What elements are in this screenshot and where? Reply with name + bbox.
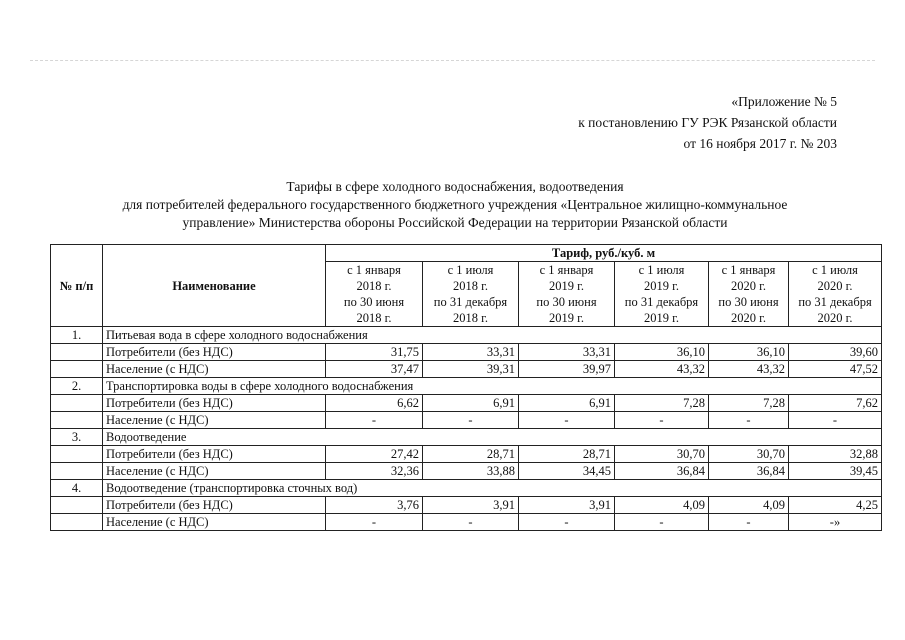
tariff-value-cell: 30,70 (709, 446, 789, 463)
title-line-1: Тарифы в сфере холодного водоснабжения, водоотведения (286, 179, 624, 194)
document-title (45, 178, 865, 232)
tariff-value-cell: 3,76 (326, 497, 423, 514)
table-row (51, 446, 882, 463)
period-header (326, 262, 423, 327)
row-label: Население (с НДС) (103, 412, 326, 429)
section-name: Питьевая вода в сфере холодного водоснабжения (103, 327, 882, 344)
tariff-value-cell: 3,91 (423, 497, 519, 514)
period-header-line: по 30 июня (718, 295, 779, 309)
period-header-line: по 30 июня (536, 295, 597, 309)
tariff-value-cell: 7,28 (709, 395, 789, 412)
tariff-value-cell: - (519, 412, 615, 429)
period-header-line: с 1 января (539, 263, 594, 277)
period-header-line: по 31 декабря (624, 295, 699, 309)
table-row (51, 514, 882, 531)
section-name: Водоотведение (103, 429, 882, 446)
period-header-line: 2019 г. (644, 311, 679, 325)
tariff-value-cell: 39,60 (789, 344, 882, 361)
section-number: 1. (51, 327, 103, 344)
empty-cell (51, 344, 103, 361)
period-header-line: 2018 г. (453, 311, 488, 325)
tariff-value-cell: 39,31 (423, 361, 519, 378)
row-label: Население (с НДС) (103, 514, 326, 531)
title-line-3: управление» Министерства обороны Российской Федерации на территории Рязанской области (182, 215, 728, 230)
annex-line-3: от 16 ноября 2017 г. № 203 (683, 136, 837, 151)
tariff-value-cell: 6,91 (423, 395, 519, 412)
period-header-line: с 1 января (721, 263, 776, 277)
tariff-value-cell: - (519, 514, 615, 531)
table-row (51, 361, 882, 378)
tariff-value-cell: 4,09 (615, 497, 709, 514)
tariff-value-cell: 7,62 (789, 395, 882, 412)
period-header-line: 2020 г. (817, 311, 853, 325)
period-header-line: по 30 июня (343, 295, 405, 309)
period-header-line: 2018 г. (356, 311, 392, 325)
empty-cell (51, 412, 103, 429)
empty-cell (51, 463, 103, 480)
period-header (615, 262, 709, 327)
section-row (51, 480, 882, 497)
period-header-line: с 1 июля (447, 263, 494, 277)
tariff-value-cell: - (423, 514, 519, 531)
row-label: Потребители (без НДС) (103, 446, 326, 463)
period-header-line: 2020 г. (817, 279, 853, 293)
tariff-value-cell: 27,42 (326, 446, 423, 463)
tariff-value-cell: 39,45 (789, 463, 882, 480)
tariff-value-cell: 47,52 (789, 361, 882, 378)
tariff-value-cell: 33,31 (519, 344, 615, 361)
column-header-number: № п/п (51, 245, 103, 327)
table-row (51, 497, 882, 514)
period-header (789, 262, 882, 327)
period-header-line: по 31 декабря (798, 295, 872, 309)
period-header-line: 2020 г. (731, 311, 766, 325)
table-row (51, 344, 882, 361)
period-header-line: 2018 г. (453, 279, 488, 293)
tariff-value-cell: - (789, 412, 882, 429)
tariff-value-cell: - (615, 412, 709, 429)
period-header-line: 2019 г. (644, 279, 679, 293)
row-label: Потребители (без НДС) (103, 344, 326, 361)
tariff-value-cell: - (423, 412, 519, 429)
section-row (51, 327, 882, 344)
tariff-value-cell: - (615, 514, 709, 531)
period-header (519, 262, 615, 327)
period-header-line: с 1 июля (812, 263, 858, 277)
title-line-2: для потребителей федерального государственного бюджетного учреждения «Центральное жилищно-коммунальное (122, 197, 788, 212)
section-row (51, 429, 882, 446)
tariff-value-cell: 32,36 (326, 463, 423, 480)
period-header (423, 262, 519, 327)
period-header-line: с 1 января (347, 263, 401, 277)
tariff-value-cell: 36,84 (709, 463, 789, 480)
column-header-tariff: Тариф, руб./куб. м (326, 245, 882, 262)
tariff-value-cell: 33,88 (423, 463, 519, 480)
empty-cell (51, 446, 103, 463)
tariff-value-cell: 7,28 (615, 395, 709, 412)
tariff-value-cell: 43,32 (615, 361, 709, 378)
period-header-line: по 31 декабря (433, 295, 508, 309)
annex-header (578, 91, 837, 154)
table-row (51, 463, 882, 480)
tariff-value-cell: 6,91 (519, 395, 615, 412)
tariff-value-cell: 36,84 (615, 463, 709, 480)
section-number: 3. (51, 429, 103, 446)
table-row (51, 412, 882, 429)
empty-cell (51, 497, 103, 514)
tariff-value-cell: 28,71 (519, 446, 615, 463)
tariff-value-cell: 3,91 (519, 497, 615, 514)
tariff-value-cell: 33,31 (423, 344, 519, 361)
period-header-line: 2019 г. (549, 279, 584, 293)
tariff-value-cell: 6,62 (326, 395, 423, 412)
empty-cell (51, 395, 103, 412)
tariff-value-cell: 4,25 (789, 497, 882, 514)
row-label: Потребители (без НДС) (103, 395, 326, 412)
row-label: Население (с НДС) (103, 463, 326, 480)
tariff-value-cell: 30,70 (615, 446, 709, 463)
tariff-value-cell: 39,97 (519, 361, 615, 378)
tariff-value-cell: 37,47 (326, 361, 423, 378)
annex-line-2: к постановлению ГУ РЭК Рязанской области (578, 115, 837, 130)
period-header (709, 262, 789, 327)
tariff-value-cell: 31,75 (326, 344, 423, 361)
tariff-value-cell: - (326, 412, 423, 429)
tariff-value-cell: 28,71 (423, 446, 519, 463)
row-label: Потребители (без НДС) (103, 497, 326, 514)
period-header-line: 2020 г. (731, 279, 766, 293)
tariff-value-cell: 34,45 (519, 463, 615, 480)
tariff-value-cell: - (709, 412, 789, 429)
tariff-value-cell: -» (789, 514, 882, 531)
empty-cell (51, 514, 103, 531)
table-row (51, 395, 882, 412)
row-label: Население (с НДС) (103, 361, 326, 378)
tariff-value-cell: 36,10 (615, 344, 709, 361)
tariff-value-cell: 4,09 (709, 497, 789, 514)
annex-line-1: «Приложение № 5 (731, 94, 837, 109)
section-name: Водоотведение (транспортировка сточных вод) (103, 480, 882, 497)
tariff-table (50, 244, 882, 531)
section-row (51, 378, 882, 395)
tariff-value-cell: 43,32 (709, 361, 789, 378)
empty-cell (51, 361, 103, 378)
period-header-line: 2018 г. (356, 279, 392, 293)
section-name: Транспортировка воды в сфере холодного водоснабжения (103, 378, 882, 395)
tariff-value-cell: - (709, 514, 789, 531)
column-header-name: Наименование (103, 245, 326, 327)
period-header-line: с 1 июля (638, 263, 685, 277)
tariff-value-cell: 32,88 (789, 446, 882, 463)
tariff-value-cell: 36,10 (709, 344, 789, 361)
scan-artifact-line (30, 60, 875, 61)
period-header-line: 2019 г. (549, 311, 584, 325)
tariff-value-cell: - (326, 514, 423, 531)
section-number: 2. (51, 378, 103, 395)
section-number: 4. (51, 480, 103, 497)
